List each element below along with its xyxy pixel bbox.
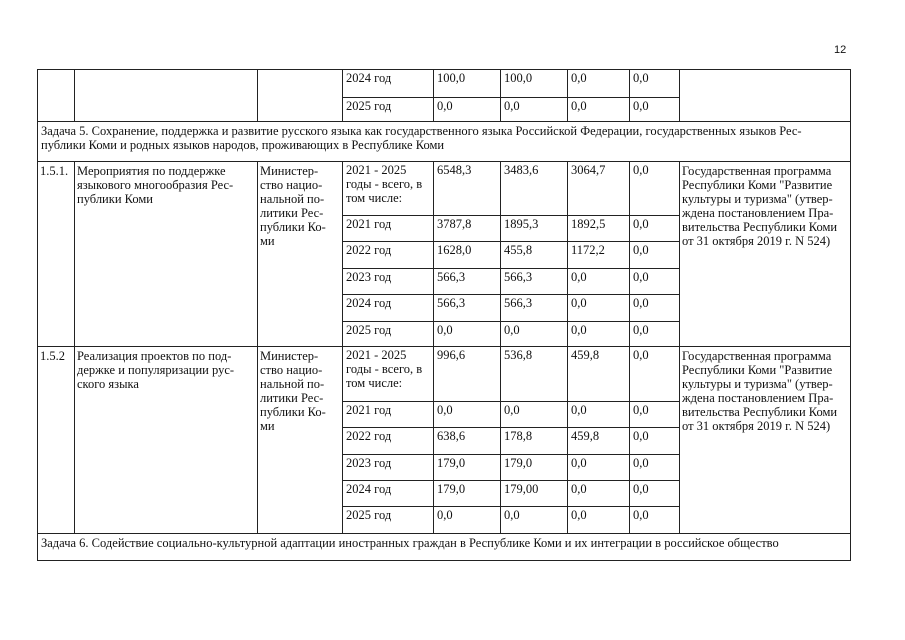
total-cell: 179,0 xyxy=(434,455,501,481)
item-number: 1.5.2 xyxy=(38,347,75,534)
total-cell: 1628,0 xyxy=(434,242,501,269)
table-row xyxy=(38,162,851,216)
value-cell-1: 0,0 xyxy=(501,402,568,428)
task-row xyxy=(38,534,851,561)
value-cell-2: 0,0 xyxy=(568,269,630,295)
value-cell-2: 0,0 xyxy=(568,402,630,428)
value-cell-3: 0,0 xyxy=(630,295,680,322)
value-cell-3: 0,0 xyxy=(630,269,680,295)
year-cell: 2021 год xyxy=(343,216,434,242)
value-cell-3: 0,0 xyxy=(630,98,680,122)
task-5-heading: Задача 5. Сохранение, поддержка и развитие русского языка как государственного языка Российской Федерации, государственных языков Рес- публики Коми и родных языков народов, проживающих в Республике Коми xyxy=(38,122,851,162)
value-cell-3: 0,0 xyxy=(630,322,680,347)
total-cell: 0,0 xyxy=(434,507,501,534)
value-cell-3: 0,0 xyxy=(630,402,680,428)
year-cell: 2021 год xyxy=(343,402,434,428)
total-cell: 100,0 xyxy=(434,70,501,98)
value-cell-2: 1172,2 xyxy=(568,242,630,269)
total-cell: 566,3 xyxy=(434,295,501,322)
total-cell: 996,6 xyxy=(434,347,501,402)
task-6-heading: Задача 6. Содействие социально-культурной адаптации иностранных граждан в Республике Коми и их интеграции в российское общество xyxy=(38,534,851,561)
empty-cell xyxy=(75,70,258,122)
value-cell-1: 179,0 xyxy=(501,455,568,481)
value-cell-3: 0,0 xyxy=(630,242,680,269)
item-name: Реализация проектов по под- держке и популяризации рус- ского языка xyxy=(75,347,258,534)
value-cell-2: 0,0 xyxy=(568,507,630,534)
value-cell-2: 459,8 xyxy=(568,347,630,402)
empty-cell xyxy=(680,70,851,122)
item-program: Государственная программа Республики Коми "Развитие культуры и туризма" (утвер- ждена постановлением Пра- вительства Республики Коми от 31 октября 2019 г. N 524) xyxy=(680,347,851,534)
value-cell-1: 566,3 xyxy=(501,295,568,322)
value-cell-3: 0,0 xyxy=(630,455,680,481)
item-program: Государственная программа Республики Коми "Развитие культуры и туризма" (утвер- ждена постановлением Пра- вительства Республики Коми от 31 октября 2019 г. N 524) xyxy=(680,162,851,347)
year-cell: 2024 год xyxy=(343,70,434,98)
value-cell-1: 0,0 xyxy=(501,507,568,534)
value-cell-1: 179,00 xyxy=(501,481,568,507)
item-executor: Министер- ство нацио- нальной по- литики Рес- публики Ко- ми xyxy=(258,347,343,534)
total-cell: 3787,8 xyxy=(434,216,501,242)
value-cell-2: 0,0 xyxy=(568,70,630,98)
year-cell: 2023 год xyxy=(343,269,434,295)
total-cell: 0,0 xyxy=(434,402,501,428)
value-cell-1: 536,8 xyxy=(501,347,568,402)
year-cell: 2024 год xyxy=(343,295,434,322)
total-cell: 638,6 xyxy=(434,428,501,455)
value-cell-3: 0,0 xyxy=(630,162,680,216)
empty-cell xyxy=(258,70,343,122)
value-cell-3: 0,0 xyxy=(630,70,680,98)
value-cell-2: 0,0 xyxy=(568,481,630,507)
table-row xyxy=(38,347,851,402)
value-cell-2: 0,0 xyxy=(568,295,630,322)
value-cell-2: 0,0 xyxy=(568,98,630,122)
year-cell: 2024 год xyxy=(343,481,434,507)
table-row xyxy=(38,70,851,98)
item-name: Мероприятия по поддержке языкового многообразия Рес- публики Коми xyxy=(75,162,258,347)
total-cell: 6548,3 xyxy=(434,162,501,216)
total-cell: 0,0 xyxy=(434,98,501,122)
year-cell: 2023 год xyxy=(343,455,434,481)
value-cell-1: 1895,3 xyxy=(501,216,568,242)
value-cell-3: 0,0 xyxy=(630,428,680,455)
value-cell-2: 3064,7 xyxy=(568,162,630,216)
value-cell-2: 1892,5 xyxy=(568,216,630,242)
task-row xyxy=(38,122,851,162)
page-number: 12 xyxy=(834,44,847,56)
year-cell: 2025 год xyxy=(343,322,434,347)
value-cell-1: 0,0 xyxy=(501,322,568,347)
total-cell: 0,0 xyxy=(434,322,501,347)
year-cell: 2022 год xyxy=(343,428,434,455)
year-cell: 2025 год xyxy=(343,98,434,122)
year-cell: 2022 год xyxy=(343,242,434,269)
item-executor: Министер- ство нацио- нальной по- литики Рес- публики Ко- ми xyxy=(258,162,343,347)
value-cell-1: 3483,6 xyxy=(501,162,568,216)
value-cell-3: 0,0 xyxy=(630,216,680,242)
item-number: 1.5.1. xyxy=(38,162,75,347)
value-cell-2: 459,8 xyxy=(568,428,630,455)
value-cell-1: 100,0 xyxy=(501,70,568,98)
empty-cell xyxy=(38,70,75,122)
year-cell: 2021 - 2025 годы - всего, в том числе: xyxy=(343,162,434,216)
value-cell-1: 566,3 xyxy=(501,269,568,295)
year-cell: 2021 - 2025 годы - всего, в том числе: xyxy=(343,347,434,402)
value-cell-2: 0,0 xyxy=(568,455,630,481)
financing-table xyxy=(37,69,851,561)
value-cell-1: 178,8 xyxy=(501,428,568,455)
value-cell-2: 0,0 xyxy=(568,322,630,347)
value-cell-3: 0,0 xyxy=(630,507,680,534)
value-cell-3: 0,0 xyxy=(630,481,680,507)
value-cell-1: 455,8 xyxy=(501,242,568,269)
year-cell: 2025 год xyxy=(343,507,434,534)
value-cell-1: 0,0 xyxy=(501,98,568,122)
value-cell-3: 0,0 xyxy=(630,347,680,402)
total-cell: 179,0 xyxy=(434,481,501,507)
total-cell: 566,3 xyxy=(434,269,501,295)
